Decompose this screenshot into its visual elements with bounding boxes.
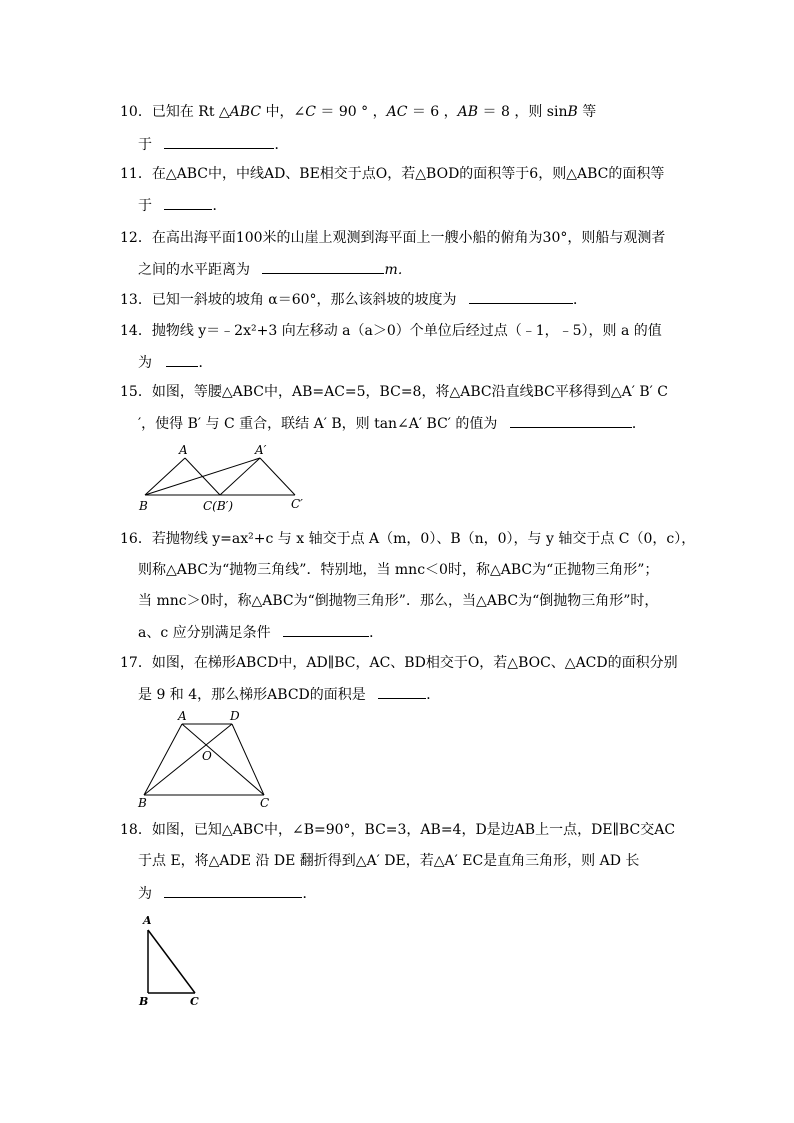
q15-label-B: B [139,499,148,513]
q15-segment-A2B [145,458,260,495]
q17-text: 是 9 和 4，那么梯形ABCD的面积是 [138,687,366,703]
q14-number: 14 [120,323,138,339]
q10-text: AC [386,104,408,120]
q18-text: 于点 E，将△ADE 沿 DE 翻折得到△A′ DE，若△A′ EC是直角三角形，则 AD 长 [138,853,640,869]
q16-text: a、c 应分别满足条件 [138,625,271,641]
q13-number: 13 [120,292,138,308]
q12-line2 [138,259,412,280]
q10-text: ＝ 8 ，则 sin [478,104,568,120]
q16-number: 16 [120,531,138,547]
q17-label-A: A [178,709,187,723]
q10-text: ＝ 6 ， [407,104,458,120]
q12-line1 [120,228,665,248]
q17-label-D: D [230,709,240,723]
q10-text: C [305,104,316,120]
q18-number: 18 [120,822,138,838]
q17-segment-AB [144,724,182,795]
q10-text: 中，∠ [261,104,306,120]
q17-answer-blank[interactable] [378,684,426,699]
q10-line1 [120,102,596,122]
q11-line1 [120,164,664,184]
q17-text: ．如图，在梯形ABCD中，AD∥BC，AC、BD相交于O，若△BOC、△ACD的面积分别 [137,655,678,671]
q17-label-C: C [260,796,270,810]
q14-line1 [120,321,662,341]
q16-text: 则称△ABC为“抛物三角线”．特别地，当 mnc＜0时，称△ABC为“正抛物三角形”； [138,562,659,578]
q15-line1 [120,382,668,402]
q13-line1 [120,289,587,310]
q12-text: ．在高出海平面100米的山崖上观测到海平面上一艘小船的俯角为30°，则船与观测者 [137,230,666,246]
q17-line1 [120,653,678,673]
q14-answer-blank[interactable] [166,352,198,367]
q18-label-B: B [139,995,149,1008]
q15-answer-blank[interactable] [510,413,632,428]
q10-text: ＝ 90 ° ， [315,104,387,120]
q17-segment-BD [144,724,232,795]
q18-label-C: C [190,995,199,1008]
q15-line2 [138,413,646,434]
q18-label-A: A [143,914,152,927]
q15-number: 15 [120,384,138,400]
q14-line2 [138,352,212,373]
q15-segment-A2C2 [260,458,295,495]
q12-number: 12 [120,230,138,246]
q13-answer-blank[interactable] [469,289,573,304]
q14-text: 为 [138,355,152,371]
q16-text: ． [369,625,384,641]
q18-line2 [138,851,639,871]
q15-label-A2: A′ [255,443,267,457]
q10-answer-blank[interactable] [164,134,274,149]
q15-label-A: A [179,443,188,457]
q15-figure [135,440,325,515]
q15-label-C2: C′ [291,497,303,511]
q15-text: ． [631,416,646,432]
q17-line2 [138,684,440,705]
q17-label-B: B [138,796,147,810]
q17-number: 17 [120,655,138,671]
q16-line4 [138,622,383,643]
q10-text: ．已知在 Rt △ [137,104,230,120]
q17-figure [132,708,282,813]
q13-text: ．已知一斜坡的坡角 α＝60°，那么该斜坡的坡度为 [137,292,457,308]
q10-text: ABC [229,104,262,120]
q16-text: 当 mnc＞0时，称△ABC为“倒抛物三角形”．那么，当△ABC为“倒抛物三角形”时， [138,593,659,609]
q10-text: 等 [577,104,597,120]
q15-label-CB: C(B′) [203,499,234,513]
q10-line2 [138,134,288,155]
q15-text: ．如图，等腰△ABC中，AB=AC=5，BC=8，将△ABC沿直线BC平移得到△A′ B′ C [137,384,668,400]
q18-text: 为 [138,886,152,902]
q17-label-O: O [202,749,212,763]
q15-segment-A2C [220,458,260,495]
q10-text: 于 [138,137,152,153]
q15-segment-AB [145,458,185,495]
q11-answer-blank[interactable] [164,195,212,210]
q16-line1 [120,529,695,549]
q10-text: AB [457,104,479,120]
q11-text: 于 [138,198,152,214]
q18-answer-blank[interactable] [164,883,302,898]
q17-segment-AC [182,724,264,795]
q18-text: ． [302,886,317,902]
q10-text: B [567,104,578,120]
q10-text: ． [274,137,289,153]
q10-number: 10 [120,104,138,120]
q18-text: ．如图，已知△ABC中，∠B=90°，BC=3，AB=4，D是边AB上一点，DE∥BC交AC [137,822,676,838]
q16-line2 [138,560,658,580]
q18-figure [135,910,215,1010]
q16-line3 [138,591,658,611]
q12-text: m． [384,262,412,278]
q12-answer-blank[interactable] [262,259,384,274]
q16-text: ．若抛物线 y=ax²+c 与 x 轴交于点 A（m，0）、B（n，0），与 y 轴交于点 C（0，c）， [137,531,696,547]
q11-line2 [138,195,226,216]
q18-line1 [120,820,675,840]
q16-answer-blank[interactable] [283,622,369,637]
q17-segment-DC [232,724,264,795]
q18-line3 [138,883,316,904]
q14-text: ． [198,355,213,371]
q14-text: ．抛物线 y＝﹣2x²+3 向左移动 a（a＞0）个单位后经过点（﹣1，﹣5），则 a 的值 [137,323,662,339]
q12-text: 之间的水平距离为 [138,262,250,278]
q11-number: 11 [120,166,138,182]
q13-text: ． [573,292,587,308]
q15-text: ′，使得 B′ 与 C 重合，联结 A′ B，则 tan∠A′ BC′ 的值为 [138,416,498,432]
q11-text: ． [212,198,227,214]
q18-segment-AC [148,930,195,993]
q11-text: ．在△ABC中，中线AD、BE相交于点O，若△BOD的面积等于6，则△ABC的面积等 [137,166,665,182]
q17-text: ． [426,687,441,703]
